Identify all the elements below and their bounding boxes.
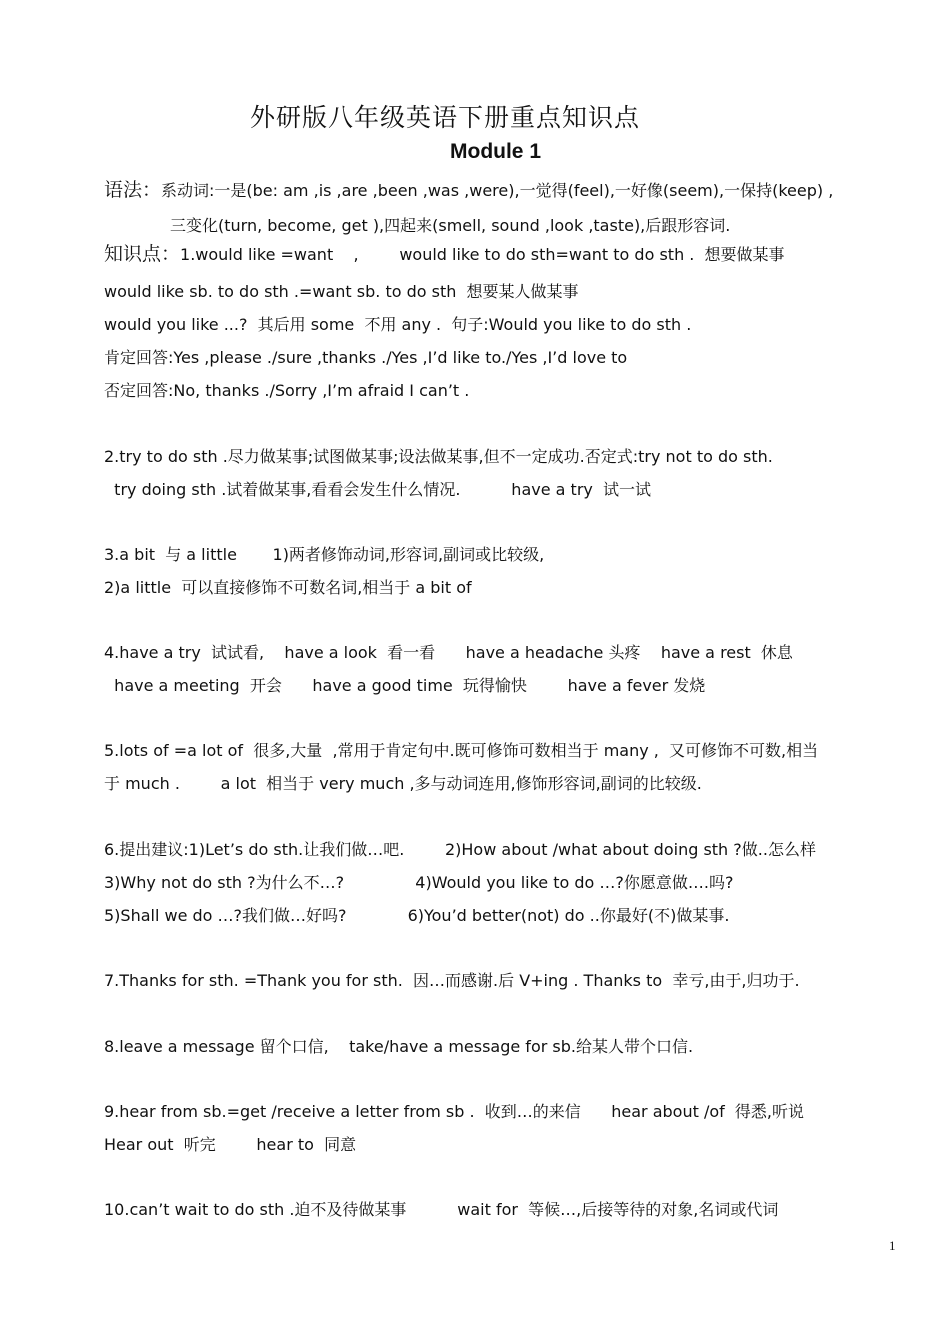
k3-text-2: 2)a little 可以直接修饰不可数名词,相当于 a bit of xyxy=(104,578,472,597)
k3-text-1: 3.a bit 与 a little 1)两者修饰动词,形容词,副词或比较级, xyxy=(104,545,545,564)
grammar-label: 语法： xyxy=(104,179,162,201)
k1-text-1: 1.would like =want , would like to do sth=want to do sth . 想要做某事 xyxy=(180,245,785,264)
k6-text-1: 6.提出建议:1)Let’s do sth.让我们做…吧. 2)How about /what about doing sth ?做..怎么样 xyxy=(104,840,816,859)
k8-text-1: 8.leave a message 留个口信, take/have a message for sb.给某人带个口信. xyxy=(104,1037,694,1056)
k6-text-2: 3)Why not do sth ?为什么不…? 4)Would you like to do …?你愿意做….吗? xyxy=(104,873,734,892)
k7-text-1: 7.Thanks for sth. =Thank you for sth. 因…而感谢.后 V+ing . Thanks to 幸亏,由于,归功于. xyxy=(104,971,800,990)
k9-text-2: Hear out 听完 hear to 同意 xyxy=(104,1135,357,1154)
module-heading: Module 1 xyxy=(450,140,542,163)
k2-text-1: 2.try to do sth .尽力做某事;试图做某事;设法做某事,但不一定成功.否定式:try not to do sth. xyxy=(104,447,773,466)
knowledge-line xyxy=(104,244,785,265)
knowledge-label: 知识点： xyxy=(104,243,181,265)
page-number: 1 xyxy=(889,1238,896,1253)
k2-text-2: try doing sth .试着做某事,看看会发生什么情况. have a try 试一试 xyxy=(104,480,652,499)
k5-text-2: 于 much . a lot 相当于 very much ,多与动词连用,修饰形容词,副词的比较级. xyxy=(104,774,702,793)
page-title: 外研版八年级英语下册重点知识点 xyxy=(249,103,640,132)
k4-text-1: 4.have a try 试试看, have a look 看一看 have a headache 头疼 have a rest 休息 xyxy=(104,643,793,662)
k4-text-2: have a meeting 开会 have a good time 玩得愉快 have a fever 发烧 xyxy=(104,676,706,695)
k1-text-4: 肯定回答:Yes ,please ./sure ,thanks ./Yes ,I’d like to./Yes ,I’d love to xyxy=(104,348,628,367)
k1-text-5: 否定回答:No, thanks ./Sorry ,I’m afraid I can’t . xyxy=(104,381,470,400)
k9-text-1: 9.hear from sb.=get /receive a letter from sb . 收到…的来信 hear about /of 得悉,听说 xyxy=(104,1102,805,1121)
grammar-line xyxy=(104,180,833,201)
k10-text-1: 10.can’t wait to do sth .迫不及待做某事 wait for 等候…,后接等待的对象,名词或代词 xyxy=(104,1200,779,1219)
k1-text-2: would like sb. to do sth .=want sb. to do sth 想要某人做某事 xyxy=(104,282,579,301)
grammar-text-2: 三变化(turn, become, get ),四起来(smell, sound ,look ,taste),后跟形容词. xyxy=(170,216,731,235)
k5-text-1: 5.lots of =a lot of 很多,大量 ,常用于肯定句中.既可修饰可数相当于 many , 又可修饰不可数,相当 xyxy=(104,741,819,760)
k6-text-3: 5)Shall we do …?我们做…好吗? 6)You’d better(not) do ..你最好(不)做某事. xyxy=(104,906,730,925)
k1-text-3: would you like ...? 其后用 some 不用 any . 句子:Would you like to do sth . xyxy=(104,315,692,334)
grammar-text-1: 系动词:一是(be: am ,is ,are ,been ,was ,were),一觉得(feel),一好像(seem),一保持(keep) , xyxy=(161,181,834,200)
